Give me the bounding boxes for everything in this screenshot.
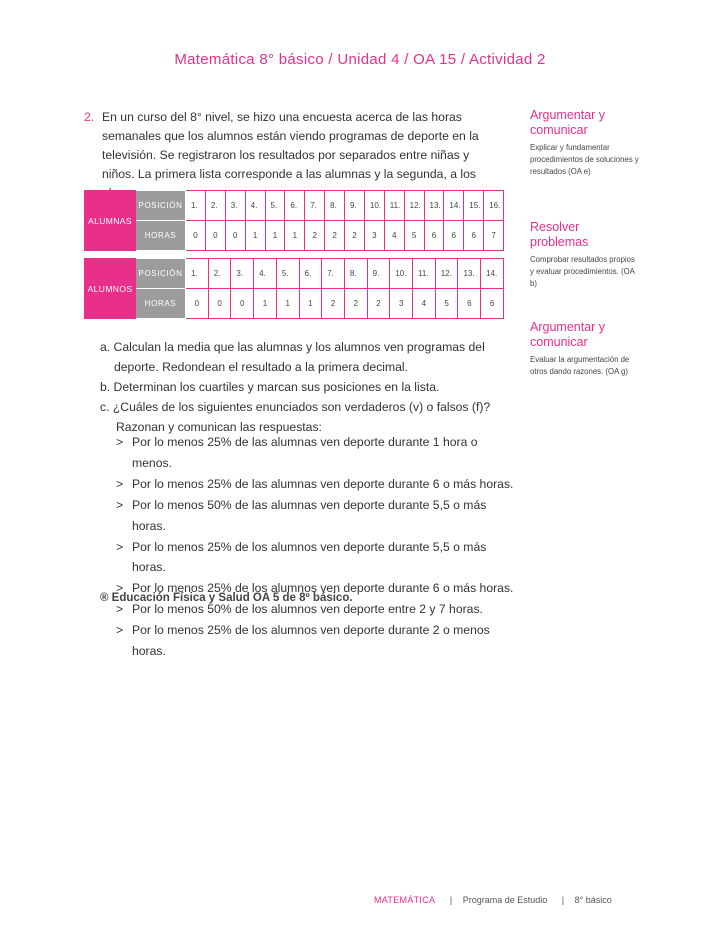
hours-cell: 1 bbox=[245, 221, 265, 251]
position-cell: 16. bbox=[484, 191, 504, 221]
statement-text: Por lo menos 25% de las alumnas ven deporte durante 1 hora o menos. bbox=[132, 435, 478, 470]
hours-cell: 3 bbox=[364, 221, 384, 251]
position-cell: 12. bbox=[404, 191, 424, 221]
skill-description: Comprobar resultados propios y evaluar procedimientos. (OA b) bbox=[530, 255, 635, 288]
statement-item bbox=[116, 620, 516, 662]
position-cell: 13. bbox=[458, 259, 481, 289]
position-cell: 14. bbox=[481, 259, 504, 289]
hours-row bbox=[85, 289, 504, 319]
sidebar-skill-2 bbox=[530, 220, 640, 290]
position-cell: 14. bbox=[444, 191, 464, 221]
statement-item bbox=[116, 432, 516, 474]
position-cell: 1. bbox=[186, 259, 209, 289]
question-text: En un curso del 8° nivel, se hizo una encuesta acerca de las horas semanales que los alumnos están viendo programas de deporte en la televisión. Se registraron los resultados por separados entre niñas y niños. La primera lista corresponde a las alumnas y la segunda, a los bbox=[102, 110, 479, 181]
skill-title: Argumentar y comunicar bbox=[530, 320, 606, 349]
chevron-right-icon: > bbox=[116, 602, 124, 617]
position-cell: 8. bbox=[344, 259, 367, 289]
hours-cell: 1 bbox=[276, 289, 299, 319]
position-cell: 10. bbox=[364, 191, 384, 221]
hours-cell: 3 bbox=[390, 289, 413, 319]
hours-cell: 2 bbox=[367, 289, 390, 319]
position-cell: 15. bbox=[464, 191, 484, 221]
hours-cell: 2 bbox=[322, 289, 345, 319]
page-footer bbox=[374, 895, 612, 905]
position-cell: 5. bbox=[265, 191, 285, 221]
position-cell: 4. bbox=[254, 259, 277, 289]
hours-cell: 1 bbox=[285, 221, 305, 251]
position-cell: 7. bbox=[305, 191, 325, 221]
hours-cell: 5 bbox=[404, 221, 424, 251]
table-group-label: ALUMNOS bbox=[85, 259, 136, 319]
position-cell: 6. bbox=[299, 259, 322, 289]
chevron-right-icon: > bbox=[116, 435, 124, 449]
skill-description: Evaluar la argumentación de otros dando razones. (OA g) bbox=[530, 355, 630, 376]
position-cell: 2. bbox=[205, 191, 225, 221]
question-2 bbox=[84, 108, 504, 203]
hours-cell: 2 bbox=[325, 221, 345, 251]
table-group-label: ALUMNAS bbox=[85, 191, 136, 251]
position-cell: 10. bbox=[390, 259, 413, 289]
chevron-right-icon: > bbox=[116, 497, 124, 512]
item-a: a. Calculan la media que las alumnas y los alumnos ven programas del deporte. Redondean el resultado a la primera decimal. bbox=[100, 340, 485, 374]
hours-cell: 6 bbox=[464, 221, 484, 251]
skill-description: Explicar y fundamentar procedimientos de soluciones y resultados (OA e) bbox=[530, 143, 639, 176]
hours-cell: 6 bbox=[481, 289, 504, 319]
statement-text: Por lo menos 25% de los alumnos ven deporte durante 6 o más horas. bbox=[132, 581, 514, 596]
position-cell: 11. bbox=[413, 259, 436, 289]
alumnas-table bbox=[84, 190, 504, 251]
footnote: ® Educación Física y Salud OA 5 de 8º básico. bbox=[100, 592, 353, 604]
statement-item bbox=[116, 537, 516, 579]
page-header: Matemática 8° básico / Unidad 4 / OA 15 / Actividad 2 bbox=[174, 51, 546, 68]
statement-text: Por lo menos 25% de los alumnos ven deporte durante 2 o menos horas. bbox=[132, 623, 490, 659]
hours-cell: 5 bbox=[435, 289, 458, 319]
position-cell: 8. bbox=[325, 191, 345, 221]
hours-header: HORAS bbox=[136, 289, 186, 319]
hours-cell: 2 bbox=[305, 221, 325, 251]
position-cell: 1. bbox=[186, 191, 206, 221]
footer-level: 8° básico bbox=[574, 895, 612, 905]
hours-cell: 1 bbox=[299, 289, 322, 319]
position-cell: 13. bbox=[424, 191, 444, 221]
position-cell: 12. bbox=[435, 259, 458, 289]
position-cell: 5. bbox=[276, 259, 299, 289]
position-row bbox=[85, 259, 504, 289]
hours-cell: 7 bbox=[484, 221, 504, 251]
position-cell: 9. bbox=[367, 259, 390, 289]
hours-cell: 2 bbox=[345, 221, 365, 251]
skill-title: Resolver problemas bbox=[530, 220, 589, 249]
hours-row bbox=[85, 221, 504, 251]
sidebar-skill-1 bbox=[530, 108, 640, 178]
footer-separator: | bbox=[561, 895, 565, 905]
hours-cell: 4 bbox=[413, 289, 436, 319]
statement-text: Por lo menos 25% de los alumnos ven deporte durante 5,5 o más horas. bbox=[132, 539, 487, 575]
position-cell: 6. bbox=[285, 191, 305, 221]
position-header: POSICIÓN bbox=[136, 259, 186, 289]
item-b: b. Determinan los cuartiles y marcan sus posiciones en la lista. bbox=[100, 380, 440, 394]
hours-cell: 0 bbox=[205, 221, 225, 251]
hours-cell: 6 bbox=[424, 221, 444, 251]
question-number: 2. bbox=[84, 110, 95, 124]
hours-cell: 1 bbox=[254, 289, 277, 319]
footer-brand: MATEMÁTICA bbox=[374, 895, 436, 905]
chevron-right-icon: > bbox=[116, 539, 124, 554]
position-row bbox=[85, 191, 504, 221]
chevron-right-icon: > bbox=[116, 581, 124, 596]
position-cell: 2. bbox=[208, 259, 231, 289]
task-items bbox=[100, 337, 510, 437]
position-cell: 9. bbox=[345, 191, 365, 221]
hours-cell: 0 bbox=[231, 289, 254, 319]
footer-program: Programa de Estudio bbox=[462, 895, 548, 905]
hours-cell: 4 bbox=[384, 221, 404, 251]
hours-cell: 6 bbox=[458, 289, 481, 319]
chevron-right-icon: > bbox=[116, 623, 124, 638]
hours-cell: 0 bbox=[186, 289, 209, 319]
item-c: c. ¿Cuáles de los siguientes enunciados son verdaderos (v) o falsos (f)? bbox=[100, 400, 491, 414]
skill-title: Argumentar y comunicar bbox=[530, 108, 606, 137]
position-cell: 3. bbox=[231, 259, 254, 289]
hours-cell: 6 bbox=[444, 221, 464, 251]
hours-cell: 0 bbox=[186, 221, 206, 251]
position-cell: 11. bbox=[384, 191, 404, 221]
sidebar-skill-3 bbox=[530, 320, 640, 378]
statement-item bbox=[116, 474, 516, 495]
position-cell: 4. bbox=[245, 191, 265, 221]
hours-cell: 0 bbox=[208, 289, 231, 319]
hours-header: HORAS bbox=[136, 221, 186, 251]
statement-text: Por lo menos 25% de las alumnas ven deporte durante 6 o más horas. bbox=[132, 476, 514, 491]
statement-text: Por lo menos 50% de las alumnas ven deporte durante 5,5 o más horas. bbox=[132, 497, 487, 533]
position-cell: 3. bbox=[225, 191, 245, 221]
hours-cell: 2 bbox=[344, 289, 367, 319]
statement-list bbox=[116, 432, 516, 662]
statement-item bbox=[116, 495, 516, 537]
statement-text: Por lo menos 50% de los alumnos ven deporte entre 2 y 7 horas. bbox=[132, 602, 483, 617]
footer-separator: | bbox=[449, 895, 453, 905]
position-cell: 7. bbox=[322, 259, 345, 289]
position-header: POSICIÓN bbox=[136, 191, 186, 221]
alumnos-table bbox=[84, 258, 504, 319]
hours-cell: 0 bbox=[225, 221, 245, 251]
hours-cell: 1 bbox=[265, 221, 285, 251]
chevron-right-icon: > bbox=[116, 476, 124, 491]
item-c-instruction: Razonan y comunican las respuestas: bbox=[116, 420, 322, 434]
